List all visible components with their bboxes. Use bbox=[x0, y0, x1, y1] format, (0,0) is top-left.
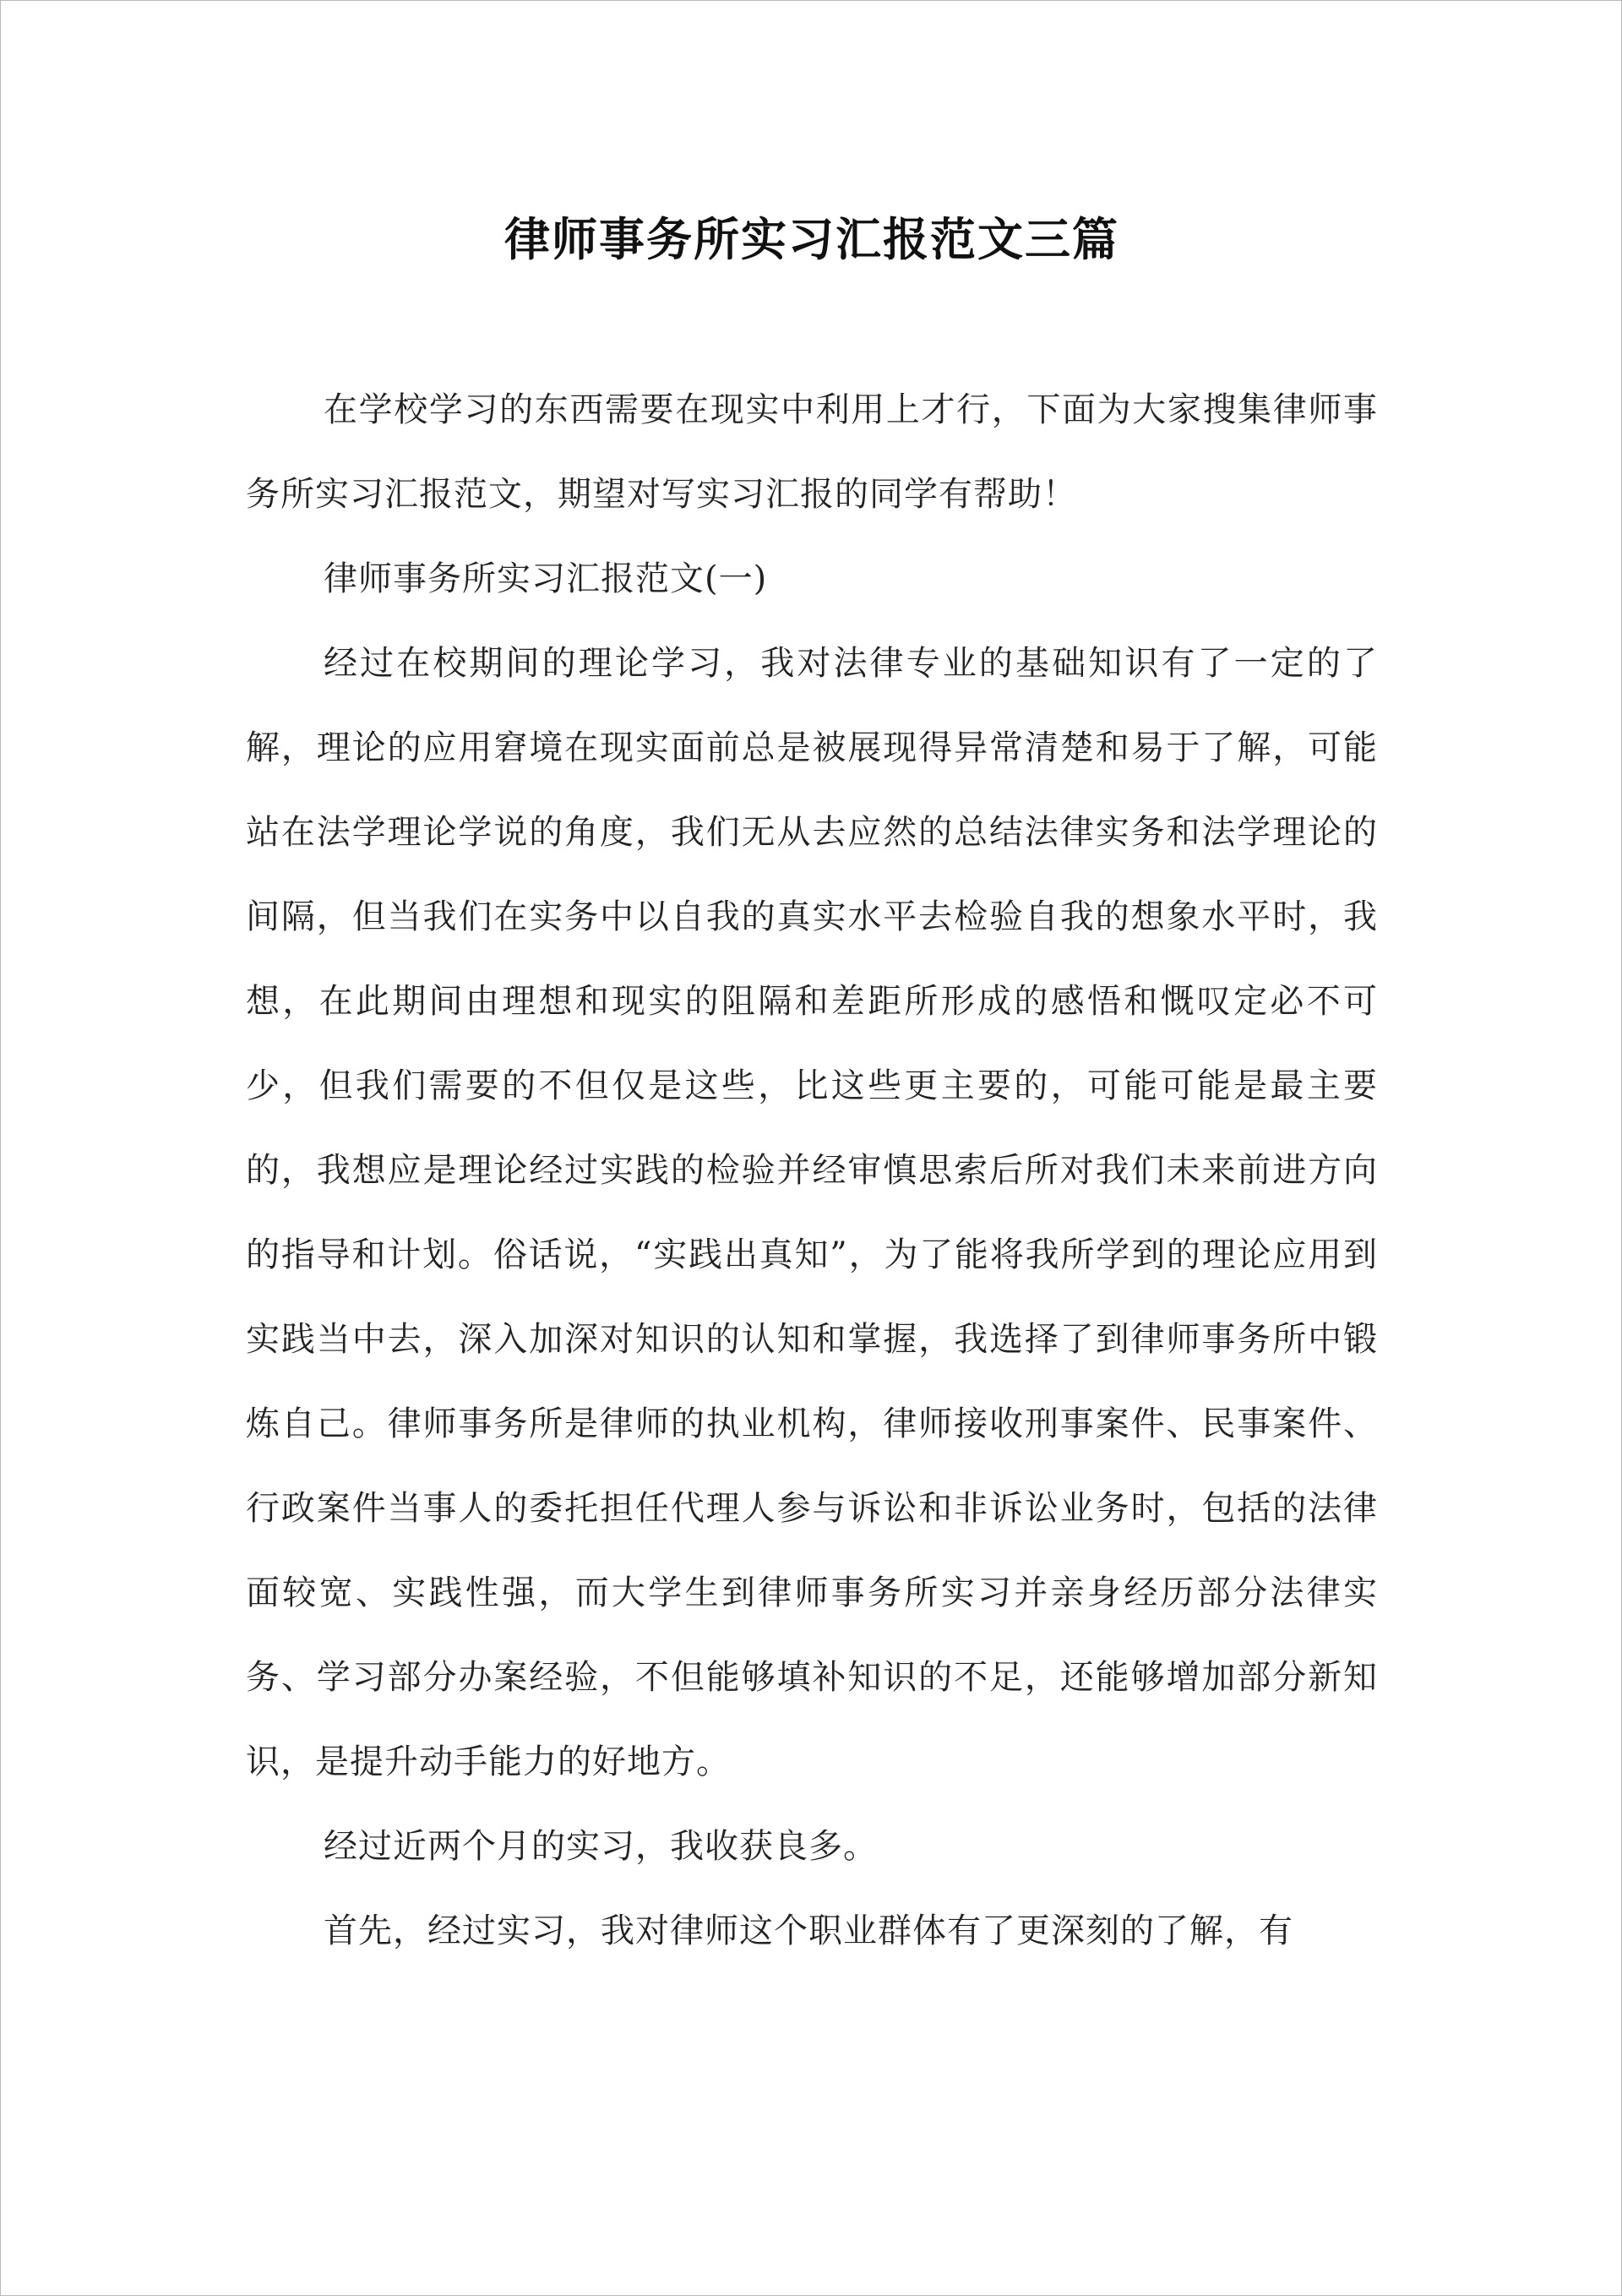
document-title: 律师事务所实习汇报范文三篇 bbox=[504, 212, 1119, 266]
paragraph-summary: 经过近两个月的实习，我收获良多。 bbox=[324, 1827, 878, 1866]
paragraph-main: 经过在校期间的理论学习，我对法律专业的基础知识有了一定的了解，理论的应用窘境在现实面前总是被展现得异常清楚和易于了解，可能站在法学理论学说的角度，我们无从去应然的总结法律实务和法学理论的间隔，但当我们在实务中以自我的真实水平去检验自我的想象水平时，我想，在此期间由理想和现实的阻隔和差距所形成的感悟和慨叹定必不可少，但我们需要的不但仅是这些，比这些更主要的，可能可能是最主要的，我想应是理论经过实践的检验并经审慎思索后所对我们未来前进方向的指导和计划。俗话说，“实践出真知”，为了能将我所学到的理论应用到实践当中去，深入加深对知识的认知和掌握，我选择了到律师事务所中锻炼自己。律师事务所是律师的执业机构，律师接收刑事案件、民事案件、行政案件当事人的委托担任代理人参与诉讼和非诉讼业务时，包括的法律面较宽、实践性强，而大学生到律师事务所实习并亲身经历部分法律实务、学习部分办案经验，不但能够填补知识的不足，还能够增加部分新知识，是提升动手能力的好地方。 bbox=[246, 644, 1378, 1781]
document-body bbox=[246, 368, 1378, 1973]
paragraph-intro: 在学校学习的东西需要在现实中利用上才行，下面为大家搜集律师事务所实习汇报范文，期望对写实习汇报的同学有帮助！ bbox=[246, 390, 1378, 514]
paragraph-section-heading: 律师事务所实习汇报范文(一) bbox=[324, 559, 768, 598]
paragraph-first-point: 首先，经过实习，我对律师这个职业群体有了更深刻的了解，有 bbox=[324, 1912, 1293, 1950]
